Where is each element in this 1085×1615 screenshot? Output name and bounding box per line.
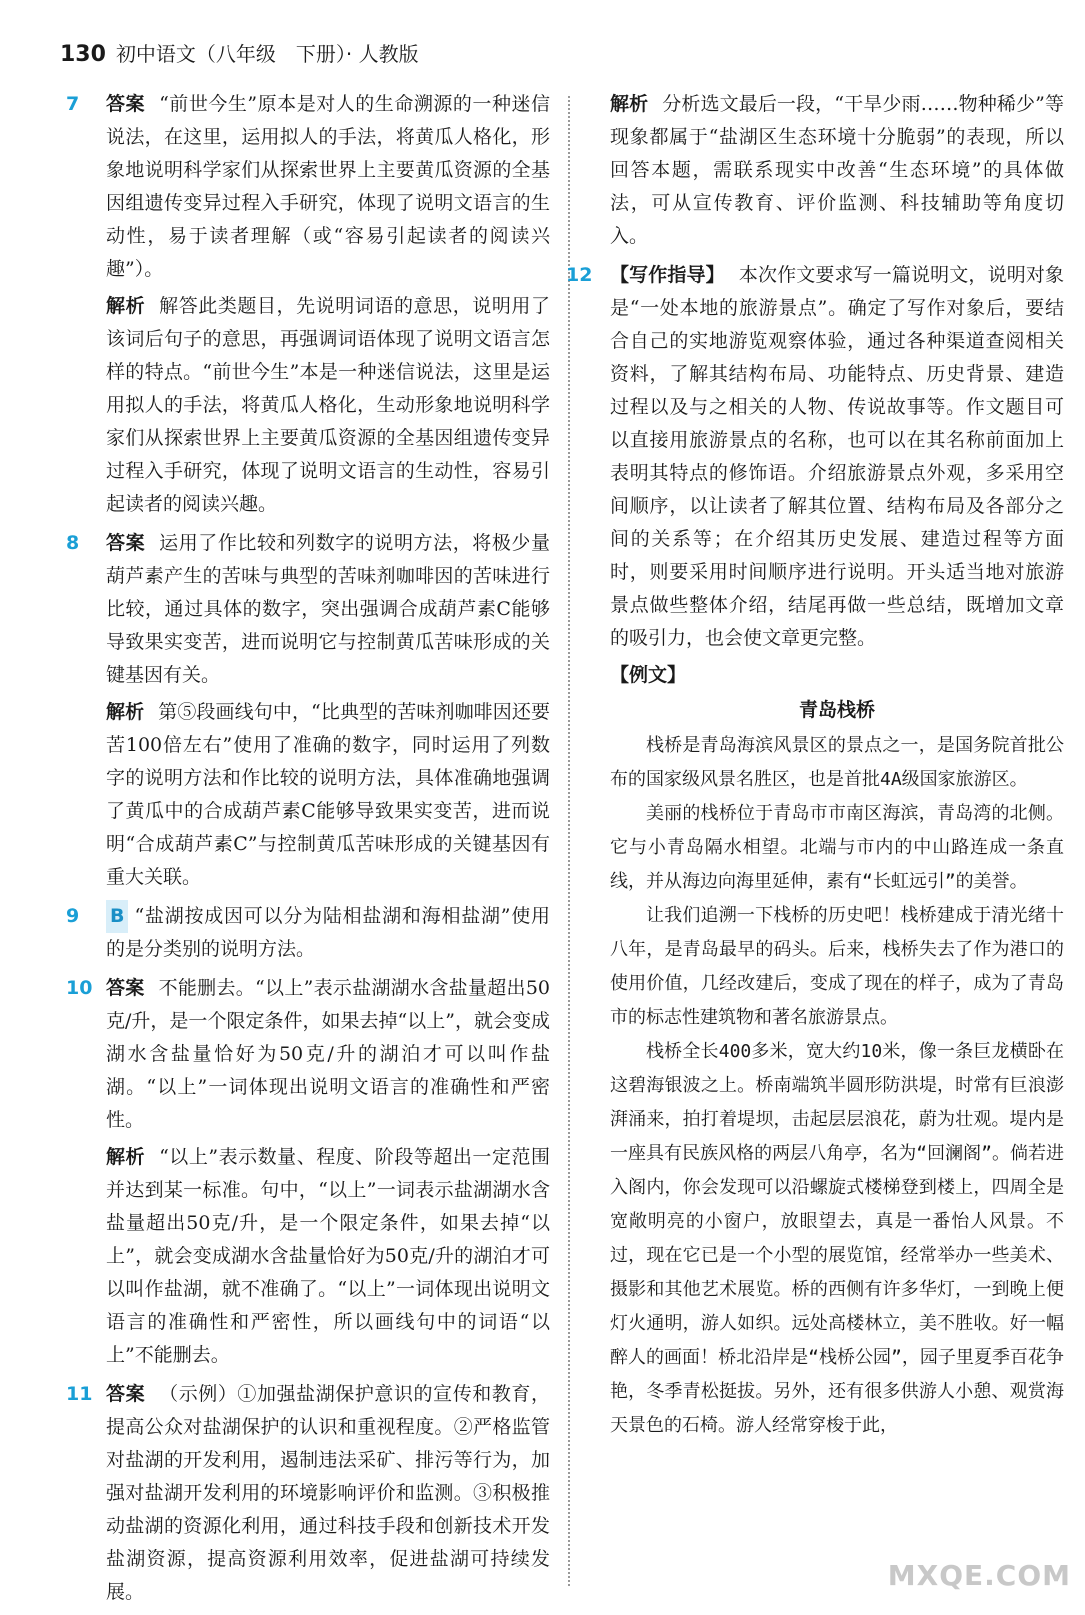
question-number: 9 <box>66 905 80 927</box>
analysis-text: 解答此类题目，先说明词语的意思，说明用了该词后句子的意思，再强调词语体现了说明文语言怎样的特点。“前世今生”本是一种迷信说法，这里是运用拟人的手法，将黄瓜人格化，生动形象地说明科学家们从探索世界上主要黄瓜资源的全基因组遗传变异过程入手研究，体现了说明文语言的生动性，容易引起读者的阅读兴趣。 <box>106 295 550 515</box>
column-divider <box>568 96 570 1586</box>
answer-text: “盐湖按成因可以分为陆相盐湖和海相盐湖”使用的是分类别的说明方法。 <box>106 905 550 960</box>
analysis-label: 解析 <box>610 93 649 115</box>
page-number: 130 <box>60 42 106 67</box>
answer-paragraph <box>106 900 550 966</box>
question-number: 7 <box>66 93 80 115</box>
question-11-analysis <box>588 88 1064 253</box>
analysis-paragraph <box>106 696 550 894</box>
analysis-text: 第⑤段画线句中，“比典型的苦味剂咖啡因还要苦100倍左右”使用了准确的数字，同时运用了列数字的说明方法和作比较的说明方法，具体准确地强调了黄瓜中的合成葫芦素C能够导致果实变苦，进而说明“合成葫芦素C”与控制黄瓜苦味形成的关键基因有重大关联。 <box>106 701 550 888</box>
question-9 <box>66 900 550 966</box>
answer-label: 答案 <box>106 93 146 115</box>
answer-text: 运用了作比较和列数字的说明方法，将极少量葫芦素产生的苦味与典型的苦味剂咖啡因的苦味进行比较，通过具体的数字，突出强调合成葫芦素C能够导致果实变苦，进而说明它与控制黄瓜苦味形成的关键基因有关。 <box>106 532 550 686</box>
answer-paragraph <box>106 527 550 692</box>
example-label: 【例文】 <box>610 664 687 686</box>
analysis-label: 解析 <box>106 1146 146 1168</box>
writing-guide-paragraph <box>610 259 1064 655</box>
writing-guide-text: 本次作文要求写一篇说明文，说明对象是“一处本地的旅游景点”。确定了写作对象后，要结合自己的实地游览观察体验，通过各种渠道查阅相关资料，了解其结构布局、功能特点、历史背景、建造过程以及与之相关的人物、传说故事等。作文题目可以直接用旅游景点的名称，也可以在其名称前面加上表明其特点的修饰语。介绍旅游景点外观，多采用空间顺序，以让读者了解其位置、结构布局及各部分之间的关系等；在介绍其历史发展、建造过程等方面时，则要采用时间顺序进行说明。开头适当地对旅游景点做些整体介绍，结尾再做一些总结，既增加文章的吸引力，也会使文章更完整。 <box>610 264 1064 649</box>
analysis-text: “以上”表示数量、程度、阶段等超出一定范围并达到某一标准。句中，“以上”一词表示盐湖湖水含盐量超出50克/升，是一个限定条件，如果去掉“以上”，就会变成湖水含盐量恰好为50克/升的湖泊才可以叫作盐湖，就不准确了。“以上”一词体现出说明文语言的准确性和严密性，所以画线句中的词语“以上”不能删去。 <box>106 1146 550 1366</box>
answer-paragraph <box>106 1378 550 1609</box>
book-title: 初中语文（八年级 下册）· 人教版 <box>115 42 419 66</box>
analysis-text: 分析选文最后一段，“干旱少雨……物种稀少”等现象都属于“盐湖区生态环境十分脆弱”的表现，所以回答本题，需联系现实中改善“生态环境”的具体做法，可从宣传教育、评价监测、科技辅助等角度切入。 <box>610 93 1064 247</box>
essay-paragraph: 栈桥全长400多米，宽大约10米，像一条巨龙横卧在这碧海银波之上。桥南端筑半圆形防洪堤，时常有巨浪澎湃涌来，拍打着堤坝，击起层层浪花，蔚为壮观。堤内是一座具有民族风格的两层八角亭，名为“回澜阁”。倘若进入阁内，你会发现可以沿螺旋式楼梯登到楼上，四周全是宽敞明亮的小窗户，放眼望去，真是一番怡人风景。不过，现在它已是一个小型的展览馆，经常举办一些美术、摄影和其他艺术展览。桥的西侧有许多华灯，一到晚上便灯火通明，游人如织。远处高楼林立，美不胜收。好一幅醉人的画面！桥北沿岸是“栈桥公园”，园子里夏季百花争艳，冬季青松挺拔。另外，还有很多供游人小憩、观赏海天景色的石椅。游人经常穿梭于此， <box>610 1041 1064 1436</box>
question-7 <box>66 88 550 521</box>
answer-label: 答案 <box>106 532 146 554</box>
question-number: 8 <box>66 532 80 554</box>
answer-paragraph <box>106 88 550 286</box>
analysis-paragraph <box>106 290 550 521</box>
analysis-label: 解析 <box>106 295 146 317</box>
question-12 <box>566 259 1064 1443</box>
answer-text: 不能删去。“以上”表示盐湖湖水含盐量超出50克/升，是一个限定条件，如果去掉“以上”，就会变成湖水含盐量恰好为50克/升的湖泊才可以叫作盐湖。“以上”一词体现出说明文语言的准确性和严密性。 <box>106 977 550 1131</box>
essay-title: 青岛栈桥 <box>798 699 875 721</box>
writing-guide-label: 【写作指导】 <box>610 264 725 286</box>
essay-paragraph: 让我们追溯一下栈桥的历史吧！栈桥建成于清光绪十八年，是青岛最早的码头。后来，栈桥失去了作为港口的使用价值，几经改建后，变成了现在的样子，成为了青岛市的标志性建筑物和著名旅游景点。 <box>610 905 1064 1028</box>
question-number: 11 <box>66 1383 93 1405</box>
essay-paragraph: 栈桥是青岛海滨风景区的景点之一，是国务院首批公布的国家级风景名胜区，也是首批4A级国家旅游区。 <box>610 735 1064 790</box>
answer-text: （示例）①加强盐湖保护意识的宣传和教育，提高公众对盐湖保护的认识和重视程度。②严格监管对盐湖的开发利用，遏制违法采矿、排污等行为，加强对盐湖开发利用的环境影响评价和监测。③积极推动盐湖的资源化利用，通过科技手段和创新技术开发盐湖资源，提高资源利用效率，促进盐湖可持续发展。 <box>106 1383 550 1603</box>
page-header <box>60 38 419 74</box>
question-11 <box>66 1378 550 1609</box>
right-column <box>566 88 1064 1449</box>
question-number: 12 <box>566 264 593 286</box>
essay-paragraph: 美丽的栈桥位于青岛市市南区海滨，青岛湾的北侧。它与小青岛隔水相望。北端与市内的中山路连成一条直线，并从海边向海里延伸，素有“长虹远引”的美誉。 <box>610 803 1064 892</box>
choice-badge: B <box>106 900 128 933</box>
analysis-paragraph <box>106 1141 550 1372</box>
analysis-paragraph <box>610 88 1064 253</box>
question-10 <box>66 972 550 1372</box>
question-8 <box>66 527 550 894</box>
answer-paragraph <box>106 972 550 1137</box>
answer-label: 答案 <box>106 977 145 999</box>
left-column <box>66 88 550 1615</box>
answer-text: “前世今生”原本是对人的生命溯源的一种迷信说法，在这里，运用拟人的手法，将黄瓜人格化，形象地说明科学家们从探索世界上主要黄瓜资源的全基因组遗传变异过程入手研究，体现了说明文语言的生动性，易于读者理解（或“容易引起读者的阅读兴趣”）。 <box>106 93 550 280</box>
analysis-label: 解析 <box>106 701 145 723</box>
answer-label: 答案 <box>106 1383 146 1405</box>
site-watermark: MXQE.COM <box>887 1559 1071 1592</box>
question-number: 10 <box>66 977 93 999</box>
